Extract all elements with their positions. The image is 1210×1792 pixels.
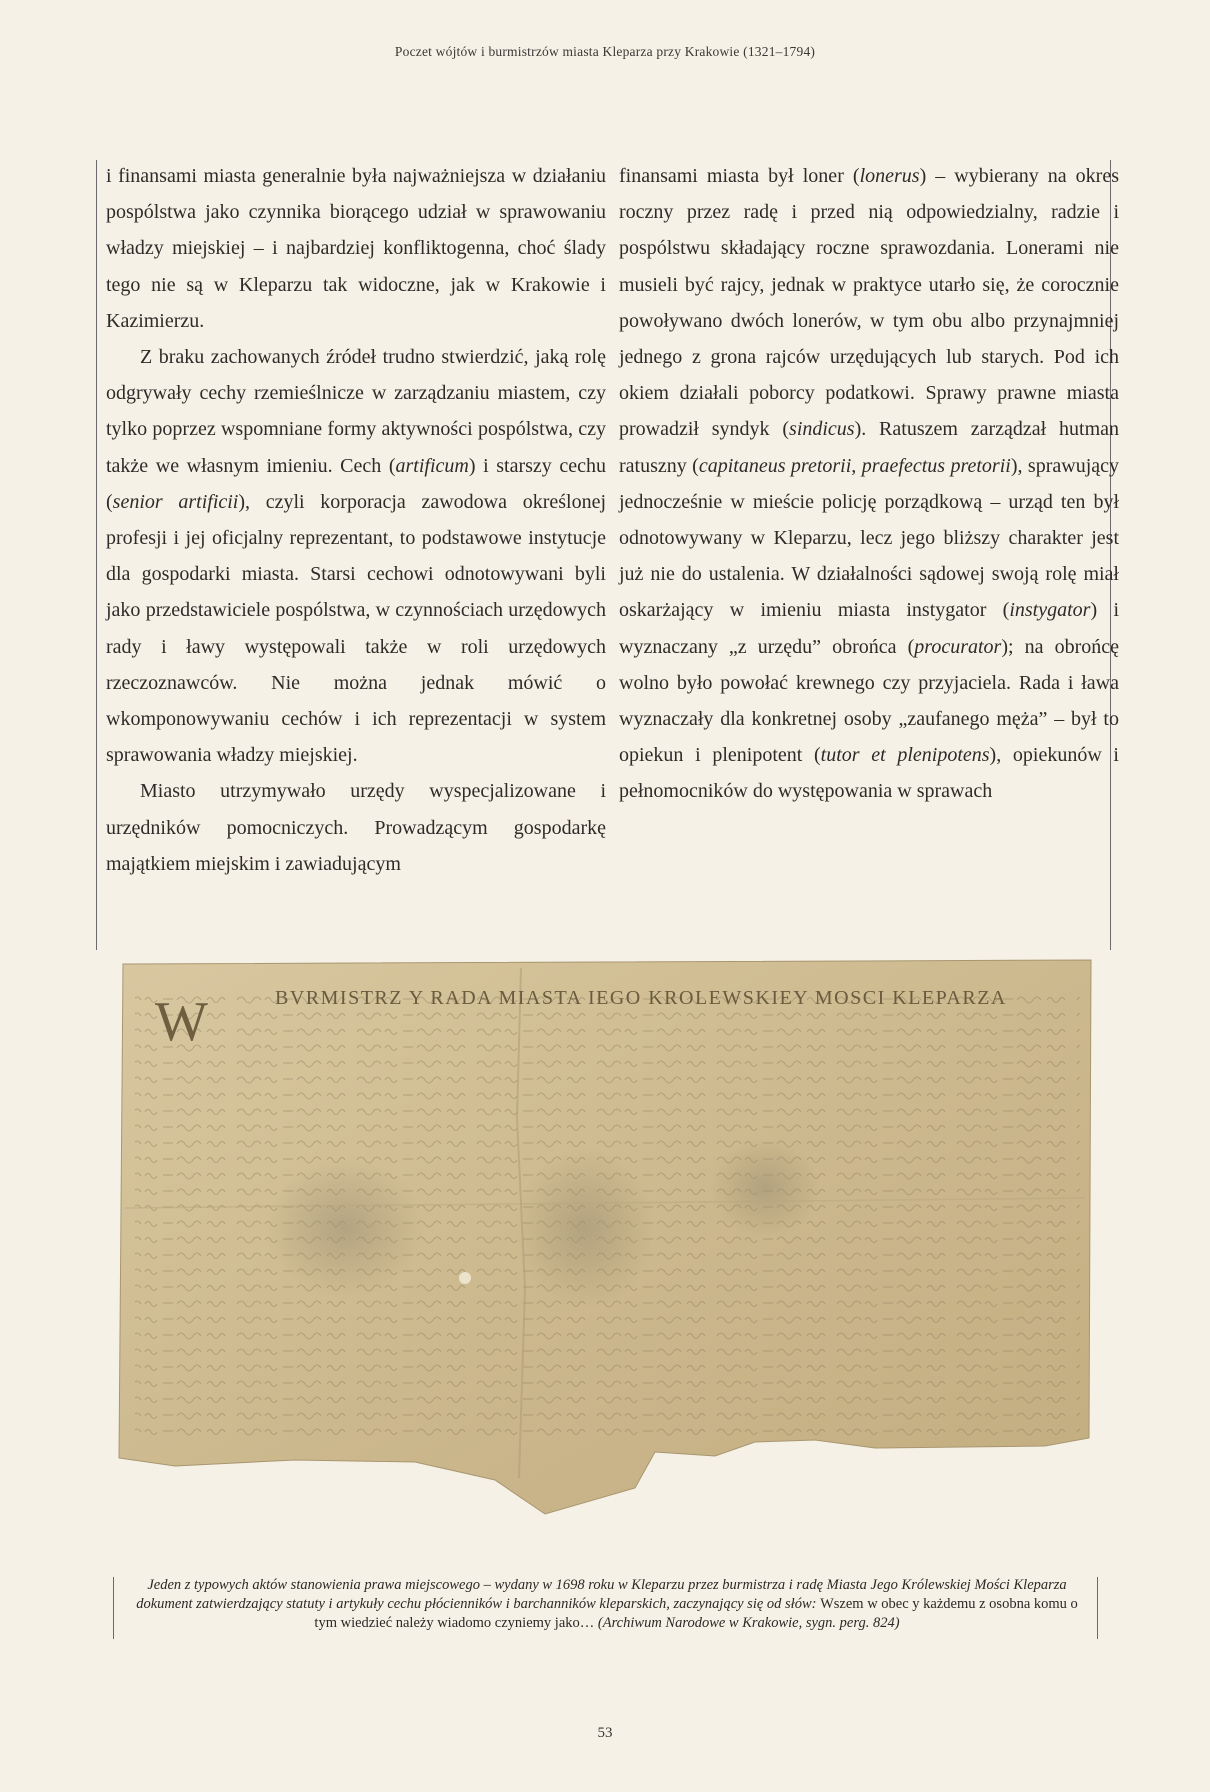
column-rule-left (96, 160, 97, 950)
figure-caption: Jeden z typowych aktów stanowienia prawa miejscowego – wydany w 1698 roku w Kleparzu przez burmistrza i radę Miasta Jego Królewskiej Mości Kleparza dokument zatwierdzający statuty i artykuły cechu płócienników i barchanników kleparskich, zaczynający się od słów: Wszem w obec y każdemu z osobna komu o tym wiedzieć należy wiadomo czyniemy jako… (Archiwum Narodowe w Krakowie, sygn. perg. 824) (136, 1577, 1078, 1631)
latin-term: capitaneus pretorii, praefectus pretorii (698, 454, 1011, 477)
page-number: 53 (597, 1725, 613, 1741)
document-initial: W (155, 991, 208, 1053)
paragraph-2: Z braku zachowanych źródeł trudno stwierdzić, jaką rolę odgrywały cechy rzemieślnicze w zarządzaniu miastem, czy tylko poprzez wspomniane formy aktywności pospólstwa, czy także we własnym imieniu. Cech (artificum) i starszy cechu (senior artificii), czyli korporacja zawodowa określonej profesji i jej oficjalny reprezentant, to podstawowe instytucje dla gospodarki miasta. Starsi cechowi odnotowywani byli jako przedstawiciele pospólstwa, w czynnościach urzędowych rady i ławy występowali także w roli urzędowych rzeczoznawców. Nie można jednak mówić o wkomponowywaniu cechów i ich reprezentacji w system sprawowania władzy miejskiej. (106, 346, 607, 767)
latin-term: procurator (914, 635, 1002, 658)
latin-term: lonerus (859, 165, 920, 187)
parchment-document-photo (115, 958, 1097, 1528)
text-column-left (106, 158, 606, 882)
caption-rule-left (113, 1577, 114, 1639)
paragraph-1: i finansami miasta generalnie była najważniejsza w działaniu pospólstwa jako czynnika biorącego udział w sprawowaniu władzy miejskiej – i najbardziej konfliktogenna, choć ślady tego nie są w Kleparzu tak widoczne, jak w Krakowie i Kazimierzu. (106, 165, 606, 332)
latin-term: senior artificii (112, 490, 239, 513)
document-heading: BVRMISTRZ Y RADA MIASTA IEGO KROLEWSKIEY MOSCI KLEPARZA (275, 987, 1007, 1009)
caption-rule-right (1097, 1577, 1098, 1639)
latin-term: tutor et plenipotens (820, 744, 990, 767)
paragraph-4: finansami miasta był loner (lonerus) – wybierany na okres roczny przez radę i przed nią odpowiedzialny, radzie i pospólstwu składający roczne sprawozdania. Lonerami nie musieli być rajcy, jednak w praktyce utarło się, że corocznie powoływano dwóch lonerów, w tym obu albo przynajmniej jednego z grona rajców urzędujących lub starych. Pod ich okiem działali poborcy podatkowi. Sprawy prawne miasta prowadził syndyk (sindicus). Ratuszem zarządzał hutman ratuszny (capitaneus pretorii, praefectus pretorii), sprawujący jednocześnie w mieście policję porządkową – urząd ten był odnotowywany w Kleparzu, lecz jego bliższy charakter jest już nie do ustalenia. W działalności sądowej swoją rolę miał oskarżający w imieniu miasta instygator (instygator) i wyznaczany „z urzędu” obrońca (procurator); na obrońcę wolno było powołać krewnego czy przyjaciela. Rada i ława wyznaczały dla konkretnej osoby „zaufanego męża” – był to opiekun i plenipotent (tutor et plenipotens), opiekunów i pełnomocników do występowania w sprawach (619, 165, 1120, 803)
text-column-right (619, 158, 1119, 810)
latin-term: instygator (1009, 599, 1091, 622)
latin-term: artificum (395, 454, 469, 477)
latin-term: sindicus (789, 418, 855, 441)
running-head: Poczet wójtów i burmistrzów miasta Kleparza przy Krakowie (1321–1794) (394, 44, 816, 59)
paragraph-3: Miasto utrzymywało urzędy wyspecjalizowane i urzędników pomocniczych. Prowadzącym gospodarkę majątkiem miejskim i zawiadującym (106, 780, 606, 875)
